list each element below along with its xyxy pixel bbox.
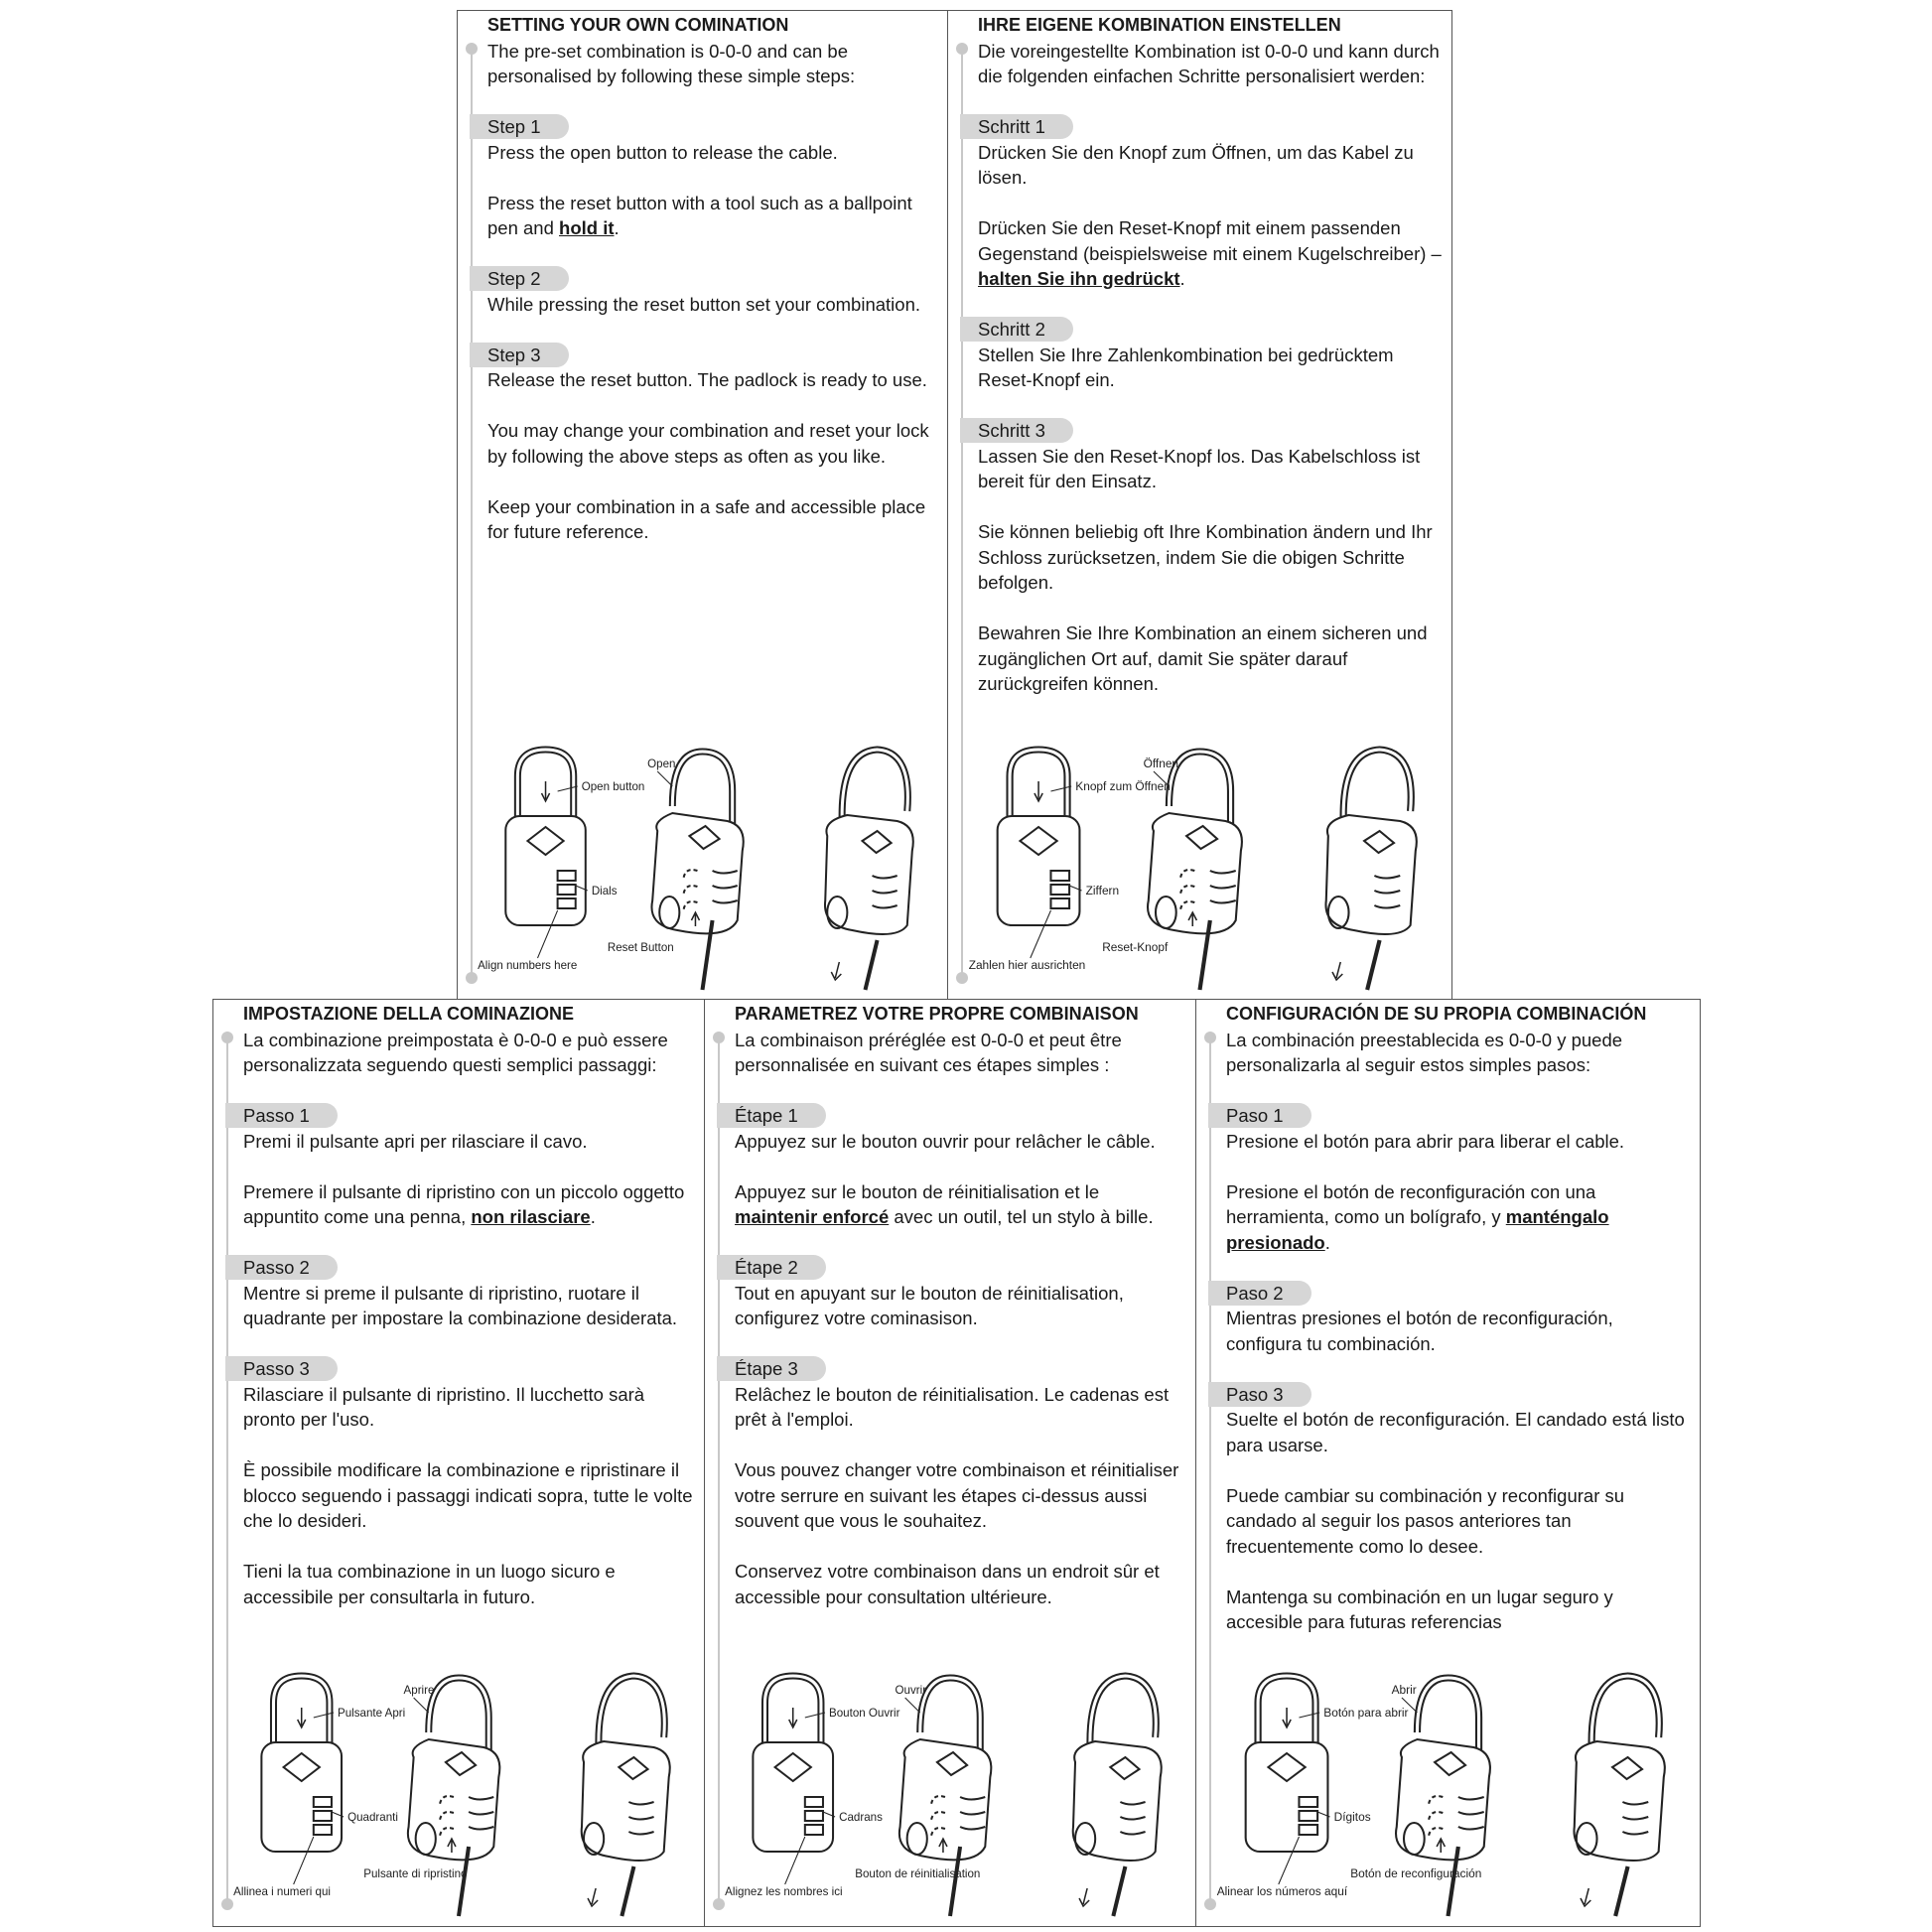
intro-text: La combinazione preimpostata è 0-0-0 e può essere personalizzata seguendo questi semplici passaggi: (243, 1029, 668, 1075)
label-dials: Dígitos (1333, 1811, 1371, 1824)
label-align-numbers: Align numbers here (478, 960, 578, 972)
padlock-illustration (458, 732, 947, 1000)
panel-en (457, 10, 948, 1001)
label-align-numbers: Allinea i numeri qui (233, 1886, 331, 1898)
label-reset-button: Reset Button (607, 942, 674, 954)
panel-title: IMPOSTAZIONE DELLA COMINAZIONE (243, 1004, 574, 1024)
keep-text: Mantenga su combinación en un lugar seguro y accesible para futuras referencias (1226, 1586, 1613, 1632)
step1-text: Premi il pulsante apri per rilasciare il cavo. (243, 1130, 588, 1152)
step1-reset-emphasis: halten Sie ihn gedrückt (978, 268, 1180, 289)
step3-text: Suelte el botón de reconfiguración. El candado está listo para usarse. (1226, 1409, 1685, 1455)
step3-badge: Étape 3 (717, 1356, 826, 1381)
change-text: Vous pouvez changer votre combinaison et réinitialiser votre serrure en suivant les étapes ci-dessus aussi souvent que vous le souhaitez. (735, 1459, 1179, 1531)
change-text: Sie können beliebig oft Ihre Kombination ändern und Ihr Schloss zurücksetzen, indem Sie die obigen Schritte befolgen. (978, 521, 1433, 593)
change-text: È possibile modificare la combinazione e ripristinare il blocco seguendo i passaggi indicati sopra, tutte le volte che lo desideri. (243, 1459, 693, 1531)
panel-it (212, 999, 705, 1927)
step3-badge: Paso 3 (1208, 1382, 1311, 1407)
step3-badge: Step 3 (470, 343, 569, 367)
step1-reset-text-post: . (590, 1206, 596, 1227)
label-reset-button: Pulsante di ripristino (363, 1868, 468, 1880)
step2-badge: Schritt 2 (960, 317, 1073, 342)
step1-reset-emphasis: hold it (559, 217, 615, 238)
keep-text: Conservez votre combinaison dans un endroit sûr et accessible pour consultation ultérieure. (735, 1561, 1160, 1607)
step1-reset-text (243, 1179, 694, 1230)
label-reset-button: Bouton de réinitialisation (855, 1868, 981, 1880)
intro-text: La combinaison préréglée est 0-0-0 et peut être personnalisée en suivant ces étapes simples : (735, 1029, 1122, 1075)
step1-reset-text-post: . (1179, 268, 1185, 289)
step1-reset-text-post: avec un outil, tel un stylo à bille. (889, 1206, 1154, 1227)
step1-badge: Paso 1 (1208, 1103, 1311, 1128)
step1-reset-text-pre: Press the reset button with a tool such as a ballpoint pen and (487, 192, 912, 238)
label-align-numbers: Alinear los números aquí (1216, 1885, 1348, 1898)
padlock-diagram (213, 1658, 704, 1926)
label-dials: Quadranti (347, 1812, 398, 1824)
step2-badge: Étape 2 (717, 1255, 826, 1280)
step3-text: Lassen Sie den Reset-Knopf los. Das Kabelschloss ist bereit für den Einsatz. (978, 445, 1421, 491)
panel-fr (704, 999, 1196, 1927)
step2-text: Mentre si preme il pulsante di ripristino, ruotare il quadrante per impostare la combinazione desiderata. (243, 1282, 678, 1328)
step1-text: Drücken Sie den Knopf zum Öffnen, um das Kabel zu lösen. (978, 141, 1414, 188)
keep-text: Keep your combination in a safe and accessible place for future reference. (487, 495, 926, 542)
panel-de (947, 10, 1452, 1001)
panel-content (243, 1002, 694, 1609)
label-reset-button: Reset-Knopf (1102, 941, 1169, 954)
panel-title: CONFIGURACIÓN DE SU PROPIA COMBINACIÓN (1226, 1004, 1647, 1024)
step1-reset-text-post: . (614, 217, 620, 238)
panel-title: IHRE EIGENE KOMBINATION EINSTELLEN (978, 15, 1341, 35)
label-open: Open (647, 759, 676, 770)
keep-text: Tieni la tua combinazione in un luogo sicuro e accessibile per consultarla in futuro. (243, 1561, 616, 1607)
step2-text: While pressing the reset button set your combination. (487, 293, 921, 315)
step1-text: Presione el botón para abrir para liberar el cable. (1226, 1130, 1625, 1152)
step1-reset-text-pre: Appuyez sur le bouton de réinitialisation et le (735, 1180, 1100, 1202)
step1-reset-text (735, 1179, 1185, 1230)
label-open: Aprire (403, 1685, 435, 1697)
keep-text: Bewahren Sie Ihre Kombination an einem sicheren und zugänglichen Ort auf, damit Sie später darauf zurückgreifen können. (978, 622, 1428, 694)
padlock-illustration (705, 1658, 1195, 1926)
label-reset-button: Botón de reconfiguración (1350, 1867, 1482, 1880)
label-open-button: Pulsante Apri (338, 1708, 406, 1720)
step3-badge: Passo 3 (225, 1356, 338, 1381)
step3-text: Relâchez le bouton de réinitialisation. Le cadenas est prêt à l'emploi. (735, 1383, 1170, 1430)
step1-badge: Passo 1 (225, 1103, 338, 1128)
padlock-diagram (458, 732, 947, 1000)
label-open-button: Botón para abrir (1323, 1707, 1409, 1720)
step3-text: Rilasciare il pulsante di ripristino. Il lucchetto sarà pronto per l'uso. (243, 1383, 645, 1430)
panel-content (735, 1002, 1185, 1609)
label-dials: Dials (591, 886, 618, 897)
padlock-diagram (1196, 1658, 1700, 1926)
step2-badge: Passo 2 (225, 1255, 338, 1280)
step1-reset-emphasis: non rilasciare (471, 1206, 591, 1227)
padlock-diagram (705, 1658, 1195, 1926)
panel-title: PARAMETREZ VOTRE PROPRE COMBINAISON (735, 1004, 1139, 1024)
label-open: Abrir (1391, 1684, 1417, 1697)
step1-reset-text-post: . (1324, 1231, 1330, 1253)
label-align-numbers: Zahlen hier ausrichten (968, 959, 1086, 972)
padlock-diagram (948, 732, 1451, 1000)
label-open: Öffnen (1143, 758, 1179, 770)
padlock-illustration (1196, 1658, 1700, 1926)
step1-reset-text (1226, 1179, 1690, 1256)
step1-text: Appuyez sur le bouton ouvrir pour relâcher le câble. (735, 1130, 1156, 1152)
step2-text: Mientras presiones el botón de reconfiguración, configura tu combinación. (1226, 1308, 1613, 1354)
panel-content (978, 13, 1442, 697)
label-align-numbers: Alignez les nombres ici (725, 1886, 843, 1898)
step1-text: Press the open button to release the cable. (487, 141, 838, 163)
step1-reset-text-pre: Drücken Sie den Reset-Knopf mit einem passenden Gegenstand (beispielsweise mit einem Kugelschreiber) – (978, 217, 1442, 264)
label-open-button: Knopf zum Öffnen (1075, 780, 1171, 793)
label-dials: Cadrans (839, 1812, 883, 1824)
step2-badge: Step 2 (470, 266, 569, 291)
step1-badge: Schritt 1 (960, 114, 1073, 139)
panel-content (1226, 1002, 1690, 1635)
label-open-button: Bouton Ouvrir (829, 1708, 900, 1720)
panel-es (1195, 999, 1701, 1927)
label-open: Ouvrir (895, 1685, 927, 1697)
step2-text: Tout en apuyant sur le bouton de réinitialisation, configurez votre cominasison. (735, 1282, 1124, 1328)
label-dials: Ziffern (1085, 885, 1120, 897)
padlock-illustration (213, 1658, 704, 1926)
step3-badge: Schritt 3 (960, 418, 1073, 443)
label-open-button: Open button (581, 781, 645, 793)
padlock-illustration (948, 732, 1451, 1000)
step1-reset-emphasis: maintenir enforcé (735, 1206, 890, 1227)
step1-reset-emphasis: manténgalo presionado (1226, 1206, 1609, 1253)
step3-text: Release the reset button. The padlock is ready to use. (487, 369, 927, 390)
panel-content (487, 13, 937, 545)
step2-text: Stellen Sie Ihre Zahlenkombination bei gedrücktem Reset-Knopf ein. (978, 344, 1394, 390)
step1-badge: Étape 1 (717, 1103, 826, 1128)
intro-text: Die voreingestellte Kombination ist 0-0-0 und kann durch die folgenden einfachen Schritte personalisiert werden: (978, 40, 1440, 86)
change-text: You may change your combination and reset your lock by following the above steps as often as you like. (487, 420, 929, 467)
step1-badge: Step 1 (470, 114, 569, 139)
step1-reset-text-pre: Premere il pulsante di ripristino con un piccolo oggetto appuntito come una penna, (243, 1180, 685, 1227)
intro-text: La combinación preestablecida es 0-0-0 y puede personalizarla al seguir estos simples pasos: (1226, 1029, 1623, 1075)
step2-badge: Paso 2 (1208, 1281, 1311, 1306)
step1-reset-text (978, 215, 1442, 292)
panel-title: SETTING YOUR OWN COMINATION (487, 15, 789, 35)
change-text: Puede cambiar su combinación y reconfigurar su candado al seguir los pasos anteriores tan frecuentemente como lo desee. (1226, 1484, 1625, 1557)
step1-reset-text-pre: Presione el botón de reconfiguración con una herramienta, como un bolígrafo, y (1226, 1180, 1596, 1227)
step1-reset-text (487, 191, 937, 241)
intro-text: The pre-set combination is 0-0-0 and can be personalised by following these simple steps: (487, 40, 856, 86)
